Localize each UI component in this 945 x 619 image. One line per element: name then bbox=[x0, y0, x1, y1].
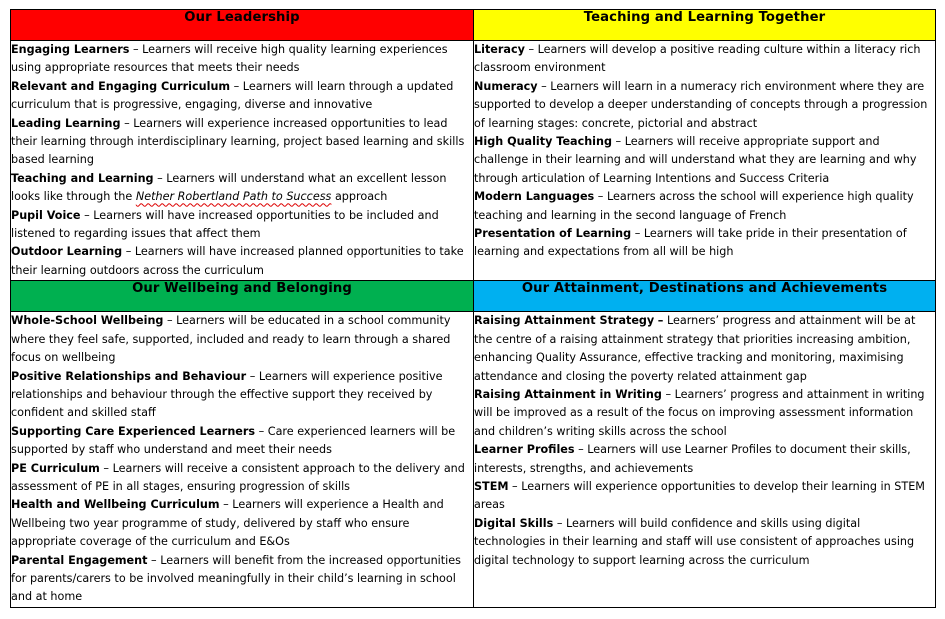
item-term: Parental Engagement bbox=[11, 553, 148, 567]
item-text: Learners will take pride in their presentation of learning and expectations from all will be high bbox=[474, 227, 907, 259]
list-item: Raising Attainment in Writing – Learners’ progress and attainment in writing will be improved as a result of the focus on improving assessment information and children’s writing skills across the school bbox=[474, 387, 925, 438]
list-item: Modern Languages – Learners across the school will experience high quality teaching and learning in the second language of French bbox=[474, 190, 914, 222]
list-item: Leading Learning – Learners will experience increased opportunities to lead their learning through interdisciplinary learning, project based learning and skills based learning bbox=[11, 116, 465, 167]
item-text: Learners will have increased opportunities to be included and listened to regarding issues that affect them bbox=[11, 208, 439, 241]
item-text: Learners will experience a Health and Wellbeing two year programme of study, delivered by staff who ensure appropriate coverage of the curriculum and E&Os bbox=[11, 498, 444, 549]
priorities-table bbox=[10, 9, 936, 608]
item-text: Learners will learn in a numeracy rich environment where they are supported to develop a deeper understanding of concepts through a progression of learning stages: concrete, pictorial and abstract bbox=[474, 79, 928, 130]
item-text: Learners will build confidence and skills using digital technologies in their learning and staff will use consistent of approaches using digital technology to support learning across the curriculum bbox=[474, 516, 915, 567]
item-term: Whole-School Wellbeing bbox=[11, 314, 164, 328]
item-term: Positive Relationships and Behaviour bbox=[11, 369, 247, 383]
item-text: Learners’ progress and attainment in writing will be improved as a result of the focus on improving assessment information and children’s writing skills across the school bbox=[474, 387, 925, 438]
item-term: STEM bbox=[474, 479, 509, 493]
item-term: Raising Attainment in Writing bbox=[474, 387, 662, 401]
item-text: Learners will experience increased opportunities to lead their learning through interdisciplinary learning, project based learning and skills based learning bbox=[11, 116, 465, 167]
item-term: Supporting Care Experienced Learners bbox=[11, 424, 256, 438]
item-term: Literacy bbox=[474, 43, 525, 56]
list-item: Teaching and Learning – Learners will understand what an excellent lesson looks like through the Nether Robertland Path to Success approach bbox=[11, 171, 447, 204]
list-item: Health and Wellbeing Curriculum – Learners will experience a Health and Wellbeing two year programme of study, delivered by staff who ensure appropriate coverage of the curriculum and E&Os bbox=[11, 498, 444, 549]
leadership-title: Our Leadership bbox=[184, 10, 300, 25]
item-term: Learner Profiles bbox=[474, 443, 575, 457]
wellbeing-header bbox=[11, 281, 474, 312]
item-text: Learners will understand what an excellent lesson looks like through the bbox=[11, 171, 447, 204]
list-item: Pupil Voice – Learners will have increased opportunities to be included and listened to regarding issues that affect them bbox=[11, 208, 439, 241]
teaching-body bbox=[474, 41, 936, 281]
list-item: High Quality Teaching – Learners will receive appropriate support and challenge in their learning and will understand what they are learning and why through articulation of Learning Intentions and Success Criteria bbox=[474, 135, 917, 185]
list-item: Relevant and Engaging Curriculum – Learners will learn through a updated curriculum that is progressive, engaging, diverse and innovative bbox=[11, 79, 454, 112]
item-term: Leading Learning bbox=[11, 116, 121, 130]
leadership-header bbox=[11, 10, 474, 41]
list-item: Raising Attainment Strategy – Learners’ progress and attainment will be at the centre of a raising attainment strategy that priorities increasing ambition, enhancing Quality Assurance, effective tracking and monitoring, maximising attendance and closing the poverty related attainment gap bbox=[474, 314, 916, 383]
item-text: Learners will benefit from the increased opportunities for parents/carers to be involved meaningfully in their child’s learning in school and at home bbox=[11, 553, 461, 604]
teaching-header bbox=[474, 10, 936, 41]
item-text: Learners will have increased planned opportunities to take their learning outdoors across the curriculum bbox=[11, 245, 464, 277]
item-term: High Quality Teaching bbox=[474, 135, 612, 149]
wellbeing-body bbox=[11, 312, 474, 608]
list-item: Digital Skills – Learners will build confidence and skills using digital technologies in their learning and staff will use consistent of approaches using digital technology to support learning across the curriculum bbox=[474, 516, 915, 567]
item-text-after: approach bbox=[334, 190, 388, 204]
attainment-header bbox=[474, 281, 936, 312]
item-text: Learners will receive high quality learning experiences using appropriate resources that meets their needs bbox=[11, 43, 448, 75]
item-term: Modern Languages bbox=[474, 190, 595, 204]
top-body-row bbox=[11, 41, 936, 281]
list-item: Literacy – Learners will develop a positive reading culture within a literacy rich classroom environment bbox=[474, 43, 921, 75]
item-text: Learners will receive a consistent approach to the delivery and assessment of PE in all stages, ensuring progression of skills bbox=[11, 461, 465, 493]
item-term: Presentation of Learning bbox=[474, 227, 632, 241]
item-text: Care experienced learners will be supported by staff who understand and meet their needs bbox=[11, 424, 456, 457]
path-to-success-title: Nether Robertland Path to Success bbox=[135, 190, 332, 204]
item-term: Engaging Learners bbox=[11, 43, 130, 56]
list-item: PE Curriculum – Learners will receive a consistent approach to the delivery and assessment of PE in all stages, ensuring progression of skills bbox=[11, 461, 465, 493]
item-term: Pupil Voice bbox=[11, 208, 81, 222]
list-item: Numeracy – Learners will learn in a numeracy rich environment where they are supported to develop a deeper understanding of concepts through a progression of learning stages: concrete, pictorial and abstract bbox=[474, 79, 928, 130]
item-term: Relevant and Engaging Curriculum bbox=[11, 79, 231, 93]
item-text: Learners will be educated in a school community where they feel safe, supported, included and ready to learn through a shared focus on wellbeing bbox=[11, 314, 451, 365]
item-text: Learners across the school will experience high quality teaching and learning in the second language of French bbox=[474, 190, 914, 222]
attainment-title: Our Attainment, Destinations and Achievements bbox=[521, 281, 888, 297]
item-text: Learners’ progress and attainment will be at the centre of a raising attainment strategy that priorities increasing ambition, enhancing Quality Assurance, effective tracking and monitoring, maximising attendance and closing the poverty related attainment gap bbox=[474, 314, 916, 383]
item-text: Learners will receive appropriate support and challenge in their learning and will understand what they are learning and why through articulation of Learning Intentions and Success Criteria bbox=[474, 135, 917, 185]
item-term: Teaching and Learning bbox=[11, 171, 154, 185]
item-text: Learners will experience opportunities to develop their learning in STEM areas bbox=[474, 479, 925, 512]
list-item: Parental Engagement – Learners will benefit from the increased opportunities for parents/carers to be involved meaningfully in their child’s learning in school and at home bbox=[11, 553, 461, 604]
bottom-header-row bbox=[11, 281, 936, 312]
item-term: Raising Attainment Strategy bbox=[474, 314, 655, 328]
list-item: STEM – Learners will experience opportunities to develop their learning in STEM areas bbox=[474, 479, 925, 512]
top-header-row bbox=[11, 10, 936, 41]
bottom-body-row bbox=[11, 312, 936, 608]
list-item: Learner Profiles – Learners will use Learner Profiles to document their skills, interests, strengths, and achievements bbox=[474, 443, 911, 475]
list-item: Supporting Care Experienced Learners – Care experienced learners will be supported by staff who understand and meet their needs bbox=[11, 424, 456, 457]
teaching-title: Teaching and Learning Together bbox=[583, 10, 826, 25]
item-term: Health and Wellbeing Curriculum bbox=[11, 498, 220, 512]
item-text: Learners will learn through a updated curriculum that is progressive, engaging, diverse and innovative bbox=[11, 79, 454, 112]
list-item: Presentation of Learning – Learners will take pride in their presentation of learning and expectations from all will be high bbox=[474, 227, 907, 259]
wellbeing-title: Our Wellbeing and Belonging bbox=[132, 281, 352, 297]
list-item: Engaging Learners – Learners will receive high quality learning experiences using appropriate resources that meets their needs bbox=[11, 43, 448, 75]
leadership-body bbox=[11, 41, 474, 281]
list-item: Positive Relationships and Behaviour – Learners will experience positive relationships and behaviour through the effective support they received by confident and skilled staff bbox=[11, 369, 443, 420]
list-item: Whole-School Wellbeing – Learners will be educated in a school community where they feel safe, supported, included and ready to learn through a shared focus on wellbeing bbox=[11, 314, 451, 365]
item-term: PE Curriculum bbox=[11, 461, 100, 475]
list-item: Outdoor Learning – Learners will have increased planned opportunities to take their learning outdoors across the curriculum bbox=[11, 245, 464, 277]
item-term: Numeracy bbox=[474, 79, 538, 93]
item-term: Digital Skills bbox=[474, 516, 554, 530]
item-text: Learners will develop a positive reading culture within a literacy rich classroom environment bbox=[474, 43, 921, 75]
item-term: Outdoor Learning bbox=[11, 245, 123, 259]
item-text: Learners will experience positive relationships and behaviour through the effective support they received by confident and skilled staff bbox=[11, 369, 443, 420]
item-text: Learners will use Learner Profiles to document their skills, interests, strengths, and achievements bbox=[474, 443, 911, 475]
attainment-body bbox=[474, 312, 936, 608]
